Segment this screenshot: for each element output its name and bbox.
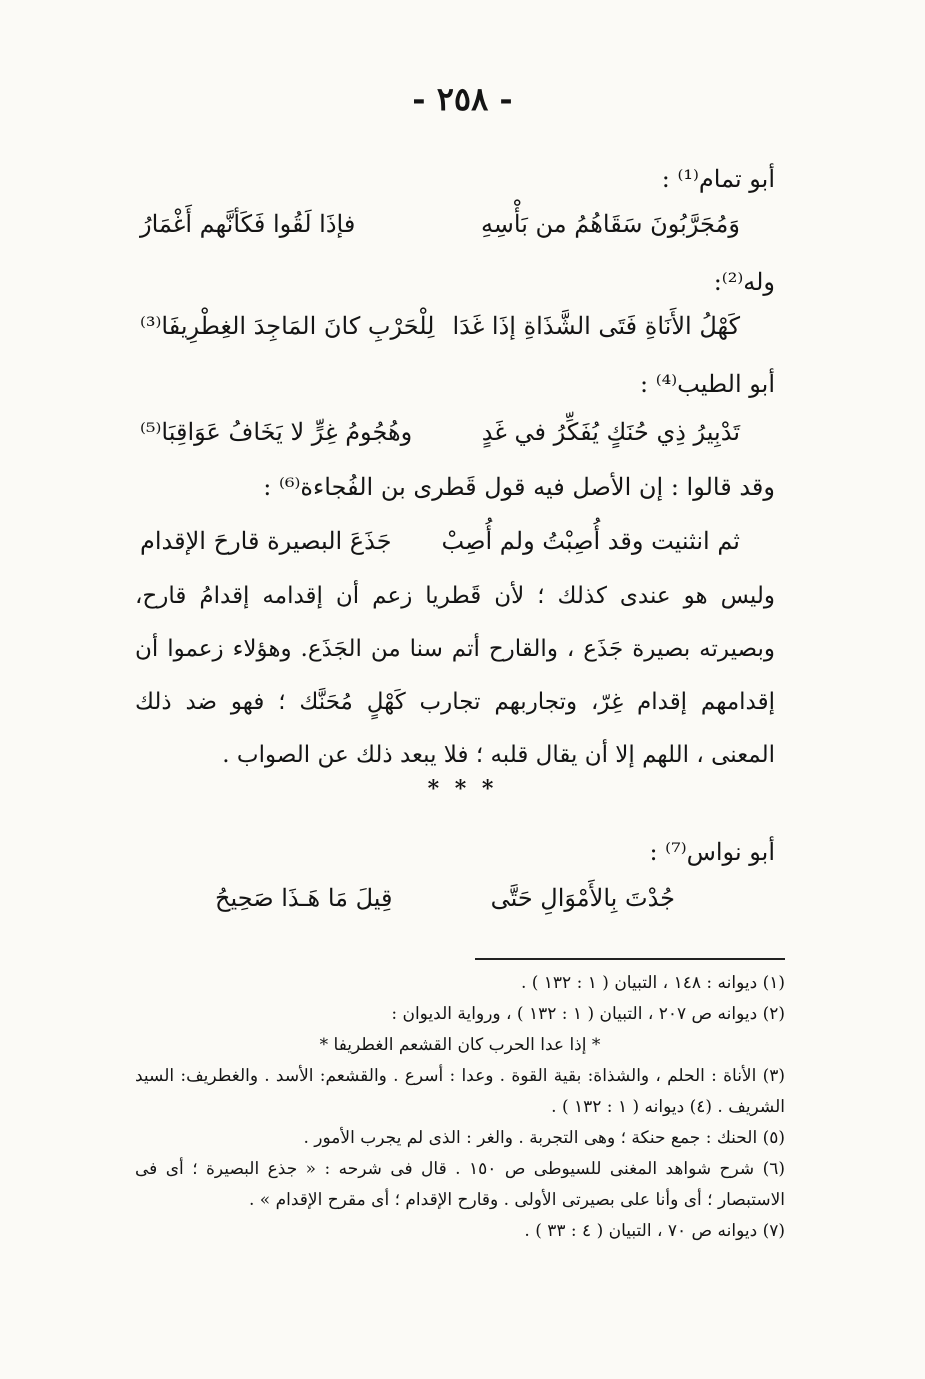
poet-heading-wa-lahu: وله⁽²⁾: — [713, 268, 775, 296]
commentary-paragraph: وليس هو عندى كذلك ؛ لأن قَطريا زعم أن إقدامه إقدامُ قارح، وبصيرته بصيرة جَذَع ، والقارح أتم سنا من الجَذَع. وهؤلاء زعموا أن إقدامهم إقدام غِرّ، وتجاربهم تجارب كَهْلٍ مُحَنَّك ؛ فهو ضد ذلك المعنى ، اللهم إلا أن يقال قلبه ؛ فلا يبعد ذلك عن الصواب . — [135, 583, 775, 768]
poet-heading-abu-tammam: أبو تمام⁽¹⁾ : — [661, 165, 775, 193]
footnote-5: (٥) الحنك : جمع حنكة ؛ وهى التجربة . والغر : الذى لم يجرب الأمور . — [303, 1128, 785, 1148]
hemistich-right: كَهْلُ الأَنَاةِ فَتَى الشَّذَاةِ إذَا غَدَا — [452, 312, 740, 340]
footnote-rule — [475, 958, 785, 960]
poet-heading-abu-tayyib: أبو الطيب⁽⁴⁾ : — [640, 370, 775, 398]
hemistich-right: جُدْتَ بِالأَمْوَالِ حَتَّى — [490, 884, 675, 912]
verse-abu-nuwas — [215, 884, 675, 934]
hemistich-right: ثم انثنيت وقد أُصِبْتُ ولم أُصِبْ — [441, 527, 740, 555]
footnote-7: (٧) ديوانه ص ٧٠ ، التبيان ( ٤ : ٣٣ ) . — [524, 1221, 785, 1241]
verse-abu-tayyib — [140, 418, 740, 468]
footnote-2: (٢) ديوانه ص ٢٠٧ ، التبيان ( ١ : ١٣٢ ) ، ورواية الديوان : — [391, 1004, 785, 1024]
verse-abu-tammam — [140, 210, 740, 260]
footnote-2-variant: * إذا عدا الحرب كان القشعم الغطريفا * — [319, 1035, 601, 1055]
hemistich-left: جَذَعَ البصيرة قارحَ الإقدام — [140, 527, 392, 555]
poet-heading-abu-nuwas: أبو نواس⁽⁷⁾ : — [649, 838, 775, 866]
section-divider-stars: * * * — [427, 776, 498, 802]
page-number: - ٢٥٨ - — [412, 80, 513, 118]
footnote-6: (٦) شرح شواهد المغنى للسيوطى ص ١٥٠ . قال فى شرحه : « جذع البصيرة ؛ أى فى الاستبصار ؛ أى وأنا على بصيرتى الأولى . وقارح الإقدام ؛ أى مقرح الإقدام » . — [135, 1159, 785, 1210]
footnote-3-4: (٣) الأناة : الحلم ، والشذاة: بقية القوة . وعدا : أسرع . والقشعم: الأسد . والغطريف: السيد الشريف . (٤) ديوانه ( ١ : ١٣٢ ) . — [135, 1066, 785, 1117]
hemistich-right: وَمُجَرَّبُونَ سَقَاهُمُ من بَأْسِهِ — [480, 210, 740, 238]
verse-wa-lahu — [140, 312, 740, 362]
hemistich-left: فإذَا لَقُوا فَكَأنَّهم أَغْمَارُ — [140, 210, 356, 238]
intro-qatari: وقد قالوا : إن الأصل فيه قول قَطرى بن الفُجاءة⁽⁶⁾ : — [263, 473, 775, 501]
hemistich-left: قِيلَ مَا هَـذَا صَحِيحُ — [215, 884, 393, 912]
footnote-1: (١) ديوانه : ١٤٨ ، التبيان ( ١ : ١٣٢ ) . — [520, 973, 785, 993]
hemistich-right: تَدْبِيرُ ذِي حُنَكٍ يُفَكِّرُ في غَدٍ — [481, 418, 740, 446]
hemistich-left: لِلْحَرْبِ كانَ المَاجِدَ الغِطْرِيفَا⁽³⁾ — [140, 312, 435, 340]
footnotes — [135, 968, 785, 1247]
hemistich-left: وهُجُومُ غِرٍّ لا يَخَافُ عَوَاقِبَا⁽⁵⁾ — [140, 418, 413, 446]
